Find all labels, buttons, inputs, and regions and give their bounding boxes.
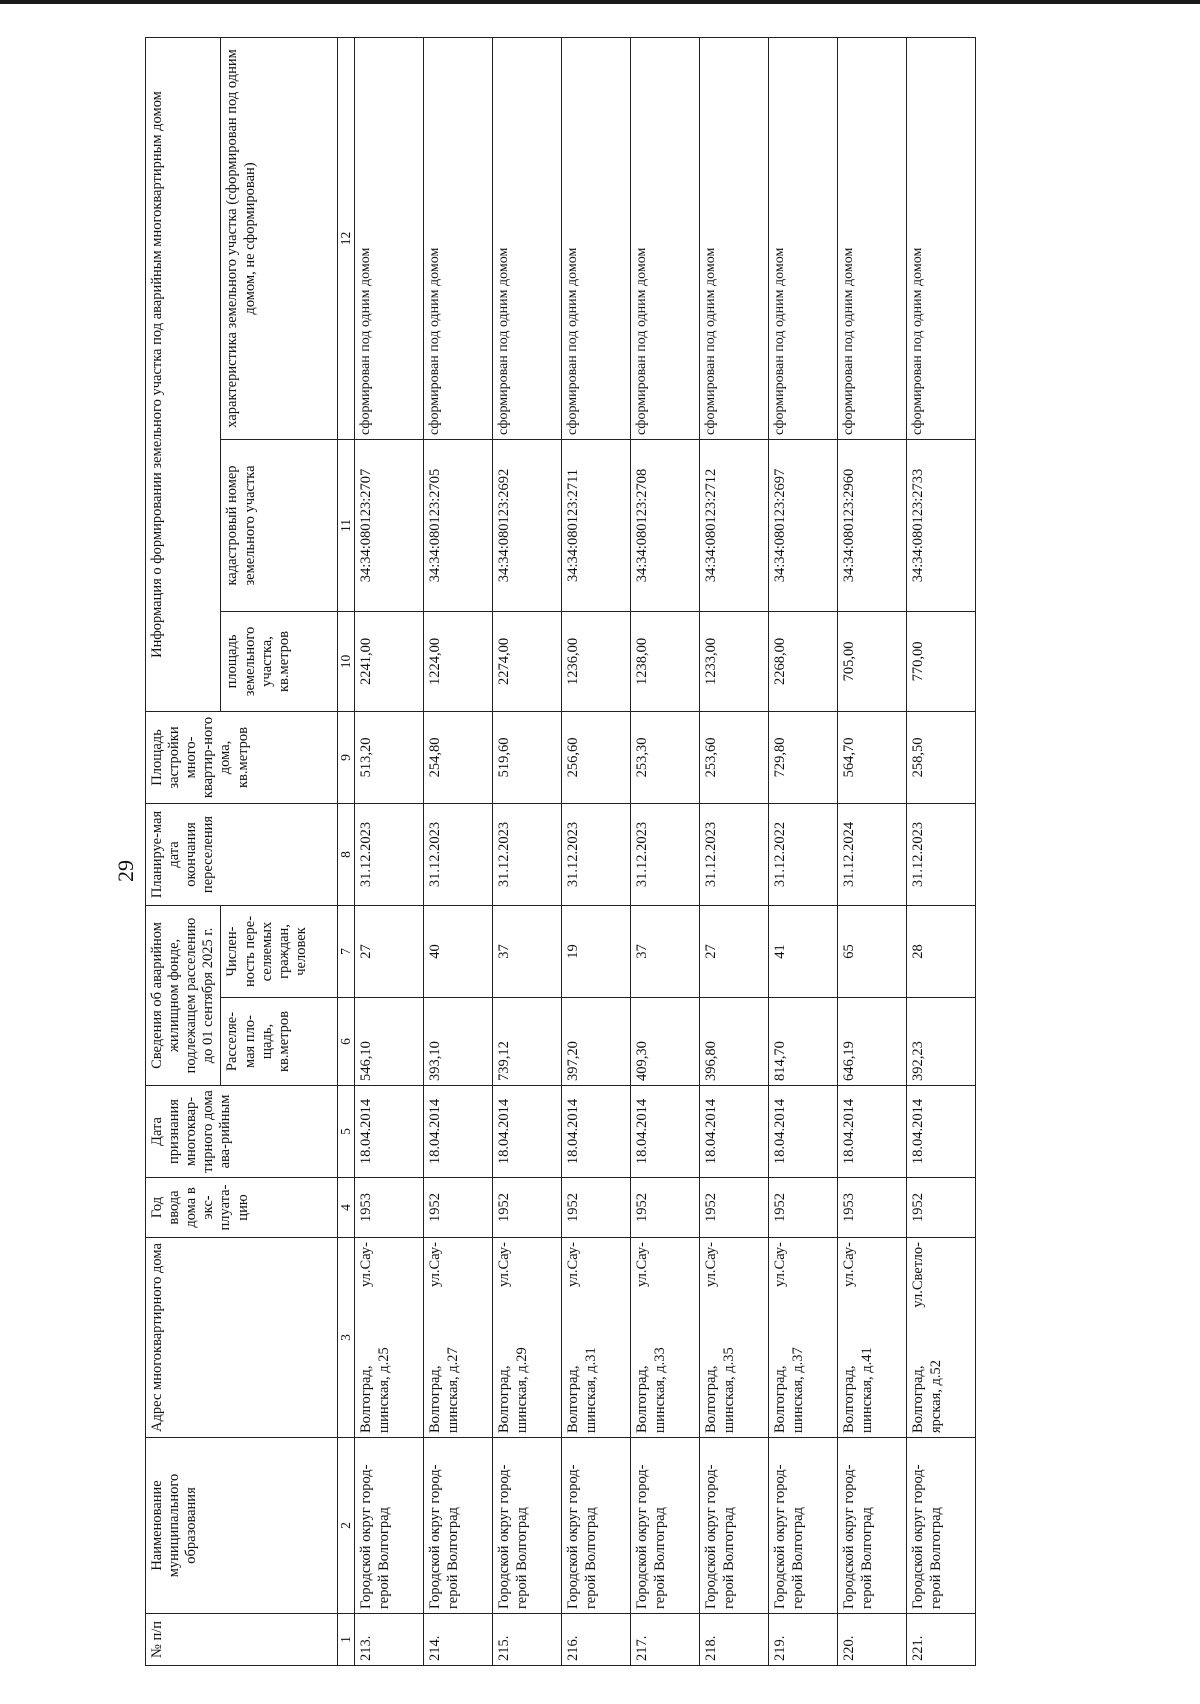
cadastral-number: 34:34:080123:2707	[355, 439, 424, 611]
land-area: 2241,00	[355, 611, 424, 711]
address-line	[358, 1242, 375, 1433]
municipality-name: Городской округ город-герой Волгоград	[700, 1438, 769, 1614]
cadastral-number: 34:34:080123:2708	[631, 439, 700, 611]
header-col3: Адрес многоквартирного дома	[146, 1238, 338, 1438]
address-city: Волгоград,	[841, 1365, 858, 1433]
column-number: 8	[338, 803, 355, 905]
address-city: Волгоград,	[910, 1365, 927, 1433]
building-area: 729,80	[769, 711, 838, 803]
land-characteristic: сформирован под одним домом	[631, 37, 700, 439]
house-address	[700, 1238, 769, 1438]
municipality-name: Городской округ город-герой Волгоград	[355, 1438, 424, 1614]
resettled-people: 28	[907, 905, 976, 997]
cadastral-number: 34:34:080123:2697	[769, 439, 838, 611]
table-row	[631, 37, 700, 1665]
table-row	[907, 37, 976, 1665]
address-street: ул.Сау-	[427, 1242, 444, 1287]
land-characteristic: сформирован под одним домом	[769, 37, 838, 439]
resettled-area: 397,20	[562, 998, 631, 1086]
land-area: 1236,00	[562, 611, 631, 711]
address-street: ул.Сау-	[496, 1242, 513, 1287]
planned-end-date: 31.12.2023	[700, 803, 769, 905]
column-number-row	[338, 37, 355, 1665]
header-row-top	[146, 37, 221, 1665]
planned-end-date: 31.12.2024	[838, 803, 907, 905]
address-street-cont: ярская, д.52	[927, 1359, 944, 1433]
address-street-cont: шинская, д.29	[513, 1347, 530, 1433]
column-number: 2	[338, 1438, 355, 1614]
building-area: 564,70	[838, 711, 907, 803]
header-group-6-7: Сведения об аварийном жилищном фонде, подлежащем расселению до 01 сентября 2025 г.	[146, 905, 221, 1085]
row-number: 219.	[769, 1614, 838, 1666]
scan-edge	[0, 0, 1200, 4]
municipality-name: Городской округ город-герой Волгоград	[631, 1438, 700, 1614]
emergency-date: 18.04.2014	[562, 1086, 631, 1178]
commission-year: 1952	[631, 1178, 700, 1238]
column-number: 9	[338, 711, 355, 803]
cadastral-number: 34:34:080123:2711	[562, 439, 631, 611]
rotated-table-wrapper	[145, 38, 1185, 1666]
resettled-area: 646,19	[838, 998, 907, 1086]
table-row	[700, 37, 769, 1665]
address-city: Волгоград,	[634, 1365, 651, 1433]
column-number: 4	[338, 1178, 355, 1238]
table-row	[355, 37, 424, 1665]
address-street: ул.Сау-	[772, 1242, 789, 1287]
resettled-area: 392,23	[907, 998, 976, 1086]
column-number: 12	[338, 37, 355, 439]
header-group-10-12: Информация о формировании земельного участка под аварийным многоквартирным домом	[146, 37, 221, 711]
row-number: 218.	[700, 1614, 769, 1666]
land-area: 705,00	[838, 611, 907, 711]
table-body	[355, 37, 976, 1665]
document-sheet	[145, 38, 1185, 1666]
municipality-name: Городской округ город-герой Волгоград	[769, 1438, 838, 1614]
header-col8: Планируе-мая дата окончания переселения	[146, 803, 338, 905]
row-number: 221.	[907, 1614, 976, 1666]
commission-year: 1952	[424, 1178, 493, 1238]
header-col6: Расселяе-мая пло-щадь, кв.метров	[221, 998, 338, 1086]
page-number: 29	[113, 860, 138, 882]
address-line	[565, 1242, 582, 1433]
column-number: 3	[338, 1238, 355, 1438]
house-address	[562, 1238, 631, 1438]
header-col4: Год ввода дома в экс-плуата-цию	[146, 1178, 338, 1238]
header-col5: Дата признания многоквар-тирного дома ава-рийным	[146, 1086, 338, 1178]
land-area: 2268,00	[769, 611, 838, 711]
column-number: 5	[338, 1086, 355, 1178]
row-number: 216.	[562, 1614, 631, 1666]
emergency-date: 18.04.2014	[838, 1086, 907, 1178]
land-characteristic: сформирован под одним домом	[355, 37, 424, 439]
cadastral-number: 34:34:080123:2692	[493, 439, 562, 611]
resettled-people: 65	[838, 905, 907, 997]
address-city: Волгоград,	[427, 1365, 444, 1433]
land-area: 1238,00	[631, 611, 700, 711]
municipality-name: Городской округ город-герой Волгоград	[424, 1438, 493, 1614]
row-number: 214.	[424, 1614, 493, 1666]
commission-year: 1953	[355, 1178, 424, 1238]
column-number: 1	[338, 1614, 355, 1666]
resettled-area: 814,70	[769, 998, 838, 1086]
address-line	[703, 1242, 720, 1433]
commission-year: 1952	[769, 1178, 838, 1238]
table-row	[562, 37, 631, 1665]
address-street: ул.Сау-	[634, 1242, 651, 1287]
resettled-people: 27	[700, 905, 769, 997]
table-row	[769, 37, 838, 1665]
address-city: Волгоград,	[565, 1365, 582, 1433]
resettled-people: 41	[769, 905, 838, 997]
municipality-name: Городской округ город-герой Волгоград	[907, 1438, 976, 1614]
cadastral-number: 34:34:080123:2960	[838, 439, 907, 611]
resettled-area: 396,80	[700, 998, 769, 1086]
house-address	[631, 1238, 700, 1438]
header-col7: Числен-ность пере-селяемых граждан, человек	[221, 905, 338, 997]
resettled-people: 37	[631, 905, 700, 997]
address-line	[427, 1242, 444, 1433]
municipality-name: Городской округ город-герой Волгоград	[493, 1438, 562, 1614]
table-row	[838, 37, 907, 1665]
address-city: Волгоград,	[703, 1365, 720, 1433]
resettled-area: 409,30	[631, 998, 700, 1086]
address-street-cont: шинская, д.33	[651, 1347, 668, 1433]
land-area: 2274,00	[493, 611, 562, 711]
commission-year: 1953	[838, 1178, 907, 1238]
planned-end-date: 31.12.2023	[493, 803, 562, 905]
emergency-date: 18.04.2014	[493, 1086, 562, 1178]
column-number: 7	[338, 905, 355, 997]
row-number: 215.	[493, 1614, 562, 1666]
emergency-date: 18.04.2014	[700, 1086, 769, 1178]
address-line	[772, 1242, 789, 1433]
planned-end-date: 31.12.2023	[907, 803, 976, 905]
land-characteristic: сформирован под одним домом	[562, 37, 631, 439]
cadastral-number: 34:34:080123:2733	[907, 439, 976, 611]
header-col10: площадь земельного участка, кв.метров	[221, 611, 338, 711]
address-city: Волгоград,	[496, 1365, 513, 1433]
address-line	[634, 1242, 651, 1433]
land-characteristic: сформирован под одним домом	[700, 37, 769, 439]
address-city: Волгоград,	[772, 1365, 789, 1433]
column-number: 10	[338, 611, 355, 711]
building-area: 256,60	[562, 711, 631, 803]
address-street-cont: шинская, д.35	[720, 1347, 737, 1433]
cadastral-number: 34:34:080123:2712	[700, 439, 769, 611]
column-number: 6	[338, 998, 355, 1086]
land-characteristic: сформирован под одним домом	[424, 37, 493, 439]
planned-end-date: 31.12.2023	[631, 803, 700, 905]
emergency-housing-table	[145, 37, 976, 1666]
resettled-people: 37	[493, 905, 562, 997]
resettled-people: 27	[355, 905, 424, 997]
emergency-date: 18.04.2014	[631, 1086, 700, 1178]
address-city: Волгоград,	[358, 1365, 375, 1433]
house-address	[493, 1238, 562, 1438]
house-address	[838, 1238, 907, 1438]
building-area: 513,20	[355, 711, 424, 803]
row-number: 217.	[631, 1614, 700, 1666]
commission-year: 1952	[907, 1178, 976, 1238]
address-street-cont: шинская, д.37	[789, 1347, 806, 1433]
land-area: 1224,00	[424, 611, 493, 711]
commission-year: 1952	[562, 1178, 631, 1238]
land-area: 770,00	[907, 611, 976, 711]
land-area: 1233,00	[700, 611, 769, 711]
address-street: ул.Сау-	[565, 1242, 582, 1287]
row-number: 220.	[838, 1614, 907, 1666]
emergency-date: 18.04.2014	[769, 1086, 838, 1178]
header-col12: характеристика земельного участка (сформирован под одним домом, не сформирован)	[221, 37, 338, 439]
resettled-area: 739,12	[493, 998, 562, 1086]
planned-end-date: 31.12.2023	[424, 803, 493, 905]
building-area: 519,60	[493, 711, 562, 803]
resettled-area: 393,10	[424, 998, 493, 1086]
address-line	[910, 1242, 927, 1433]
address-street: ул.Светло-	[910, 1242, 927, 1308]
planned-end-date: 31.12.2023	[562, 803, 631, 905]
table-row	[493, 37, 562, 1665]
resettled-area: 546,10	[355, 998, 424, 1086]
building-area: 253,60	[700, 711, 769, 803]
header-col1: № п/п	[146, 1614, 338, 1666]
building-area: 253,30	[631, 711, 700, 803]
row-number: 213.	[355, 1614, 424, 1666]
building-area: 258,50	[907, 711, 976, 803]
address-street: ул.Сау-	[358, 1242, 375, 1287]
building-area: 254,80	[424, 711, 493, 803]
house-address	[907, 1238, 976, 1438]
commission-year: 1952	[493, 1178, 562, 1238]
address-street-cont: шинская, д.27	[444, 1347, 461, 1433]
land-characteristic: сформирован под одним домом	[907, 37, 976, 439]
planned-end-date: 31.12.2022	[769, 803, 838, 905]
header-col11: кадастровый номер земельного участка	[221, 439, 338, 611]
address-line	[496, 1242, 513, 1433]
commission-year: 1952	[700, 1178, 769, 1238]
address-street: ул.Сау-	[703, 1242, 720, 1287]
house-address	[424, 1238, 493, 1438]
resettled-people: 19	[562, 905, 631, 997]
emergency-date: 18.04.2014	[355, 1086, 424, 1178]
address-street-cont: шинская, д.25	[375, 1347, 392, 1433]
emergency-date: 18.04.2014	[424, 1086, 493, 1178]
address-line	[841, 1242, 858, 1433]
address-street-cont: шинская, д.41	[858, 1347, 875, 1433]
header-col9: Площадь застройки много-квартир-ного дома, кв.метров	[146, 711, 338, 803]
cadastral-number: 34:34:080123:2705	[424, 439, 493, 611]
address-street: ул.Сау-	[841, 1242, 858, 1287]
municipality-name: Городской округ город-герой Волгоград	[838, 1438, 907, 1614]
house-address	[355, 1238, 424, 1438]
header-col2: Наименование муниципального образования	[146, 1438, 338, 1614]
land-characteristic: сформирован под одним домом	[493, 37, 562, 439]
emergency-date: 18.04.2014	[907, 1086, 976, 1178]
address-street-cont: шинская, д.31	[582, 1347, 599, 1433]
municipality-name: Городской округ город-герой Волгоград	[562, 1438, 631, 1614]
resettled-people: 40	[424, 905, 493, 997]
house-address	[769, 1238, 838, 1438]
land-characteristic: сформирован под одним домом	[838, 37, 907, 439]
planned-end-date: 31.12.2023	[355, 803, 424, 905]
table-row	[424, 37, 493, 1665]
column-number: 11	[338, 439, 355, 611]
